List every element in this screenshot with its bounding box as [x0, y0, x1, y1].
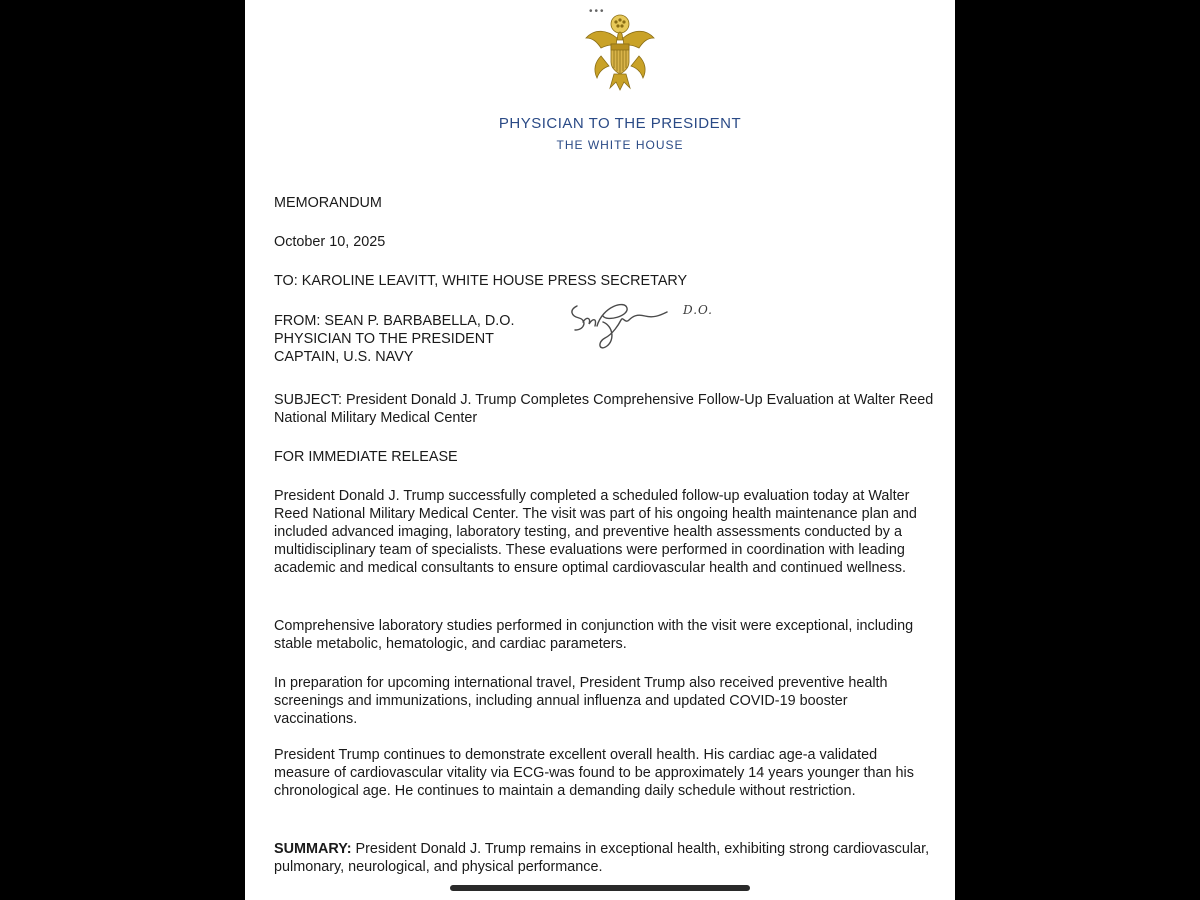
from-title: PHYSICIAN TO THE PRESIDENT — [274, 331, 494, 347]
memo-release-line: FOR IMMEDIATE RELEASE — [274, 449, 458, 465]
body-paragraph: President Donald J. Trump successfully completed a scheduled follow-up evaluation today at Walter Reed National Military Medical Center. The visit was part of his ongoing health maintenance plan and included advanced imaging, laboratory testing, and preventive health assessments conducted by a multidisciplinary team of specialists. These evaluations were performed in coordination with leading academic and medical consultants to ensure optimal cardiovascular health and continued wellness. — [274, 488, 917, 576]
great-seal-icon — [583, 12, 657, 92]
signature-suffix: D.O. — [683, 303, 713, 317]
letterhead-title: PHYSICIAN TO THE PRESIDENT — [498, 115, 742, 132]
summary-label: SUMMARY: — [274, 841, 352, 857]
body-paragraph: President Trump continues to demonstrate excellent overall health. His cardiac age-a validated measure of cardiovascular vitality via ECG-was found to be approximately 14 years younger than his chronological age. He continues to maintain a demanding daily schedule without restriction. — [274, 747, 914, 799]
summary-paragraph — [274, 840, 934, 876]
home-indicator[interactable] — [450, 885, 750, 891]
signature-icon — [563, 296, 673, 360]
memo-to: TO: KAROLINE LEAVITT, WHITE HOUSE PRESS SECRETARY — [274, 273, 688, 289]
memo-page — [245, 0, 955, 900]
page-dots: ••• — [589, 6, 606, 17]
summary-text: President Donald J. Trump remains in exceptional health, exhibiting strong cardiovascular, pulmonary, neurological, and physical performance. — [274, 841, 930, 875]
from-rank: CAPTAIN, U.S. NAVY — [274, 349, 414, 365]
body-paragraph: Comprehensive laboratory studies performed in conjunction with the visit were exceptional, including stable metabolic, hematologic, and cardiac parameters. — [274, 618, 914, 652]
memo-label: MEMORANDUM — [274, 195, 382, 211]
body-paragraph: In preparation for upcoming international travel, President Trump also received preventive health screenings and immunizations, including annual influenza and updated COVID-19 booster vaccinations. — [274, 675, 888, 727]
letterhead-subtitle: THE WHITE HOUSE — [556, 138, 684, 152]
from-name: FROM: SEAN P. BARBABELLA, D.O. — [274, 313, 515, 329]
memo-subject: SUBJECT: President Donald J. Trump Completes Comprehensive Follow-Up Evaluation at Walter Reed National Military Medical Center — [274, 392, 934, 426]
memo-date: October 10, 2025 — [274, 234, 386, 250]
